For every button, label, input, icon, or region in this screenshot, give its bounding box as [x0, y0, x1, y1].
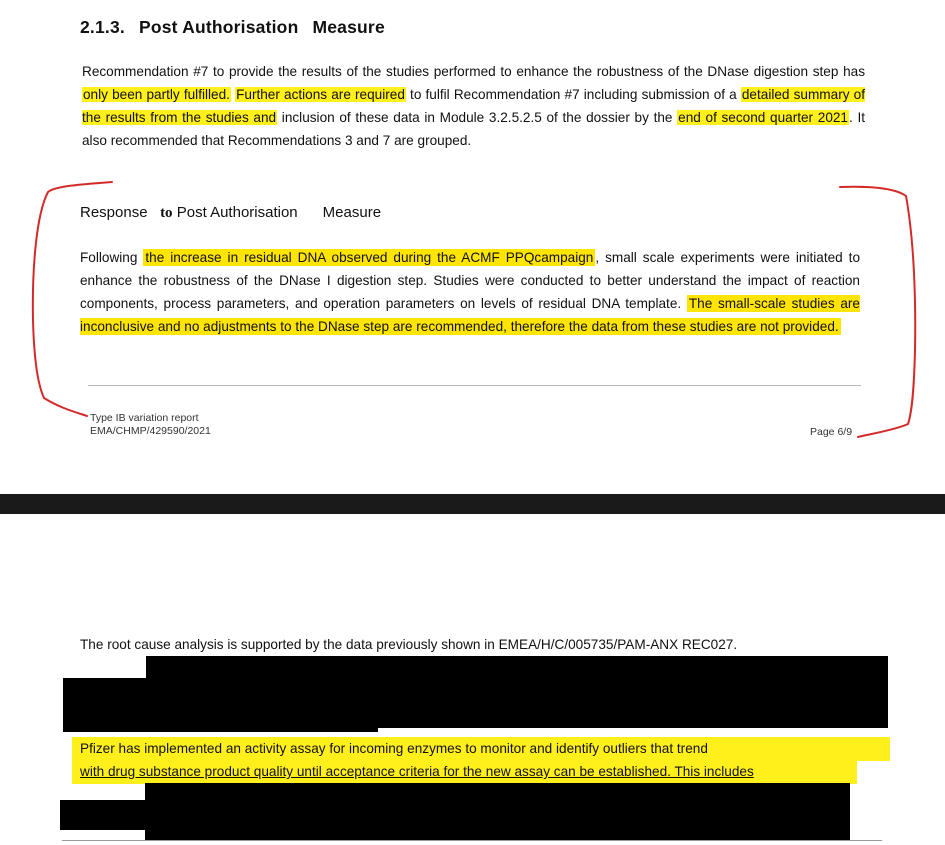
text-run: , small scale experiments were initiated to enhance the robustness of the DNase I digestion step. Studies were conducted to better understand the impact of reaction components, process parameters, and operation parameters on levels of residual DNA template. — [80, 250, 861, 311]
text-run: to fulfil Recommendation #7 including submission of a — [405, 87, 741, 102]
pfizer-line-2: with drug substance product quality until acceptance criteria for the new assay can be established. This includes — [80, 764, 754, 779]
response-title-word: Response — [80, 204, 148, 221]
redaction-block — [63, 726, 378, 732]
response-title-measure: Measure — [322, 204, 382, 221]
footer-divider — [88, 385, 861, 386]
section-number: 2.1.3. — [80, 17, 125, 37]
response-title — [80, 204, 381, 222]
response-title-words: Post Authorisation — [176, 204, 298, 221]
highlight-partly-fulfilled: only been partly fulfilled. — [83, 87, 230, 102]
footer-left — [90, 412, 211, 438]
highlight-detailed-summary: detailed summary of the results from the studies and — [82, 87, 865, 125]
page-separator-band — [0, 494, 945, 514]
highlight-further-actions: Further actions are required — [236, 87, 405, 102]
text-run: Following — [80, 250, 144, 265]
footer-report-type: Type IB variation report — [90, 412, 199, 424]
pfizer-line-1: Pfizer has implemented an activity assay for incoming enzymes to monitor and identify outliers that trend — [80, 741, 708, 756]
section-title: Post Authorisation — [138, 17, 299, 37]
text-run: Recommendation #7 to provide the results of the studies performed to enhance the robustness of the DNase digestion step has — [82, 64, 865, 79]
text-run: inclusion of these data in Module 3.2.5.2.5 of the dossier by the — [277, 110, 678, 125]
redaction-block — [63, 678, 888, 728]
highlight-deadline: end of second quarter 2021 — [678, 110, 848, 125]
redaction-block — [60, 800, 150, 830]
page-bottom-edge — [62, 840, 882, 841]
highlight-inconclusive: The small-scale studies are inconclusive and no adjustments to the DNase step are recommended, therefore the data from these studies are not provided. — [80, 296, 860, 334]
response-paragraph — [80, 246, 860, 338]
footer-reference: EMA/CHMP/429590/2021 — [90, 425, 211, 437]
redaction-block — [146, 656, 888, 678]
highlight-residual-dna: the increase in residual DNA observed during the ACMF PPQcampaign — [145, 250, 594, 265]
response-title-to: to — [160, 205, 173, 221]
footer-page-number: Page 6/9 — [810, 426, 853, 438]
redaction-block — [145, 783, 850, 841]
pfizer-paragraph — [80, 737, 866, 783]
section-title-measure: Measure — [312, 17, 385, 37]
root-cause-paragraph: The root cause analysis is supported by the data previously shown in EMEA/H/C/005735/PAM-ANX REC027. — [80, 637, 738, 652]
text-run: . It also recommended that Recommendations 3 and 7 are grouped. — [82, 110, 865, 148]
